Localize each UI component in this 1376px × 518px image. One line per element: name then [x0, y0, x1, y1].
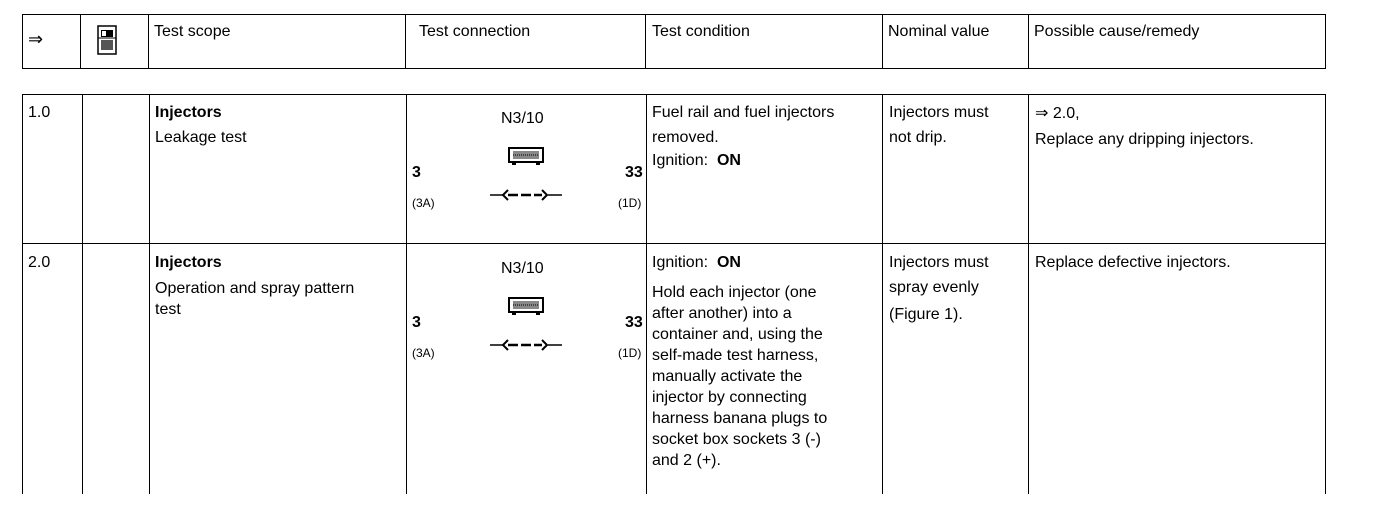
condition-line: after another) into a — [652, 305, 792, 322]
scope-title: Injectors — [155, 104, 222, 121]
body-divider — [22, 94, 23, 494]
left-pin: 3 — [412, 164, 421, 181]
scope-description: Leakage test — [155, 129, 247, 146]
body-divider — [82, 94, 83, 494]
ignition-condition — [652, 252, 741, 274]
header-divider — [882, 14, 883, 69]
nominal-line: spray evenly — [889, 279, 979, 296]
body-divider — [149, 94, 150, 494]
condition-line: Fuel rail and fuel injectors — [652, 104, 835, 121]
header-divider — [405, 14, 406, 69]
row-divider — [22, 243, 1326, 244]
nominal-line: Injectors must — [889, 254, 989, 271]
scope-description: Operation and spray pattern — [155, 280, 355, 297]
socket-box-icon — [508, 296, 544, 321]
test-cable-icon — [490, 187, 562, 208]
step-number: 1.0 — [28, 104, 51, 121]
nominal-line: (Figure 1). — [889, 306, 963, 323]
header-divider — [148, 14, 149, 69]
cause-link[interactable]: ⇒ 2.0, — [1035, 105, 1080, 122]
component-label: N3/10 — [501, 260, 544, 277]
header-divider — [1028, 14, 1029, 69]
col-test-condition: Test condition — [652, 23, 750, 40]
left-pin-label: (3A) — [412, 196, 435, 210]
body-divider — [646, 94, 647, 494]
workshop-equipment-icon — [96, 24, 118, 61]
cause-line: Replace defective injectors. — [1035, 254, 1231, 271]
body-divider — [1325, 94, 1326, 494]
scope-description: test — [155, 301, 181, 318]
right-pin: 33 — [625, 164, 643, 181]
left-pin: 3 — [412, 314, 421, 331]
condition-line: socket box sockets 3 (-) — [652, 431, 821, 448]
condition-line: Hold each injector (one — [652, 284, 817, 301]
header-divider — [1325, 14, 1326, 69]
header-divider — [22, 14, 23, 69]
condition-line: self-made test harness, — [652, 347, 819, 364]
condition-line: container and, using the — [652, 326, 823, 343]
test-cable-icon — [490, 337, 562, 358]
col-nominal-value: Nominal value — [888, 23, 990, 40]
col-test-scope: Test scope — [154, 23, 231, 40]
condition-line: manually activate the — [652, 368, 803, 385]
scope-title: Injectors — [155, 254, 222, 271]
left-pin-label: (3A) — [412, 346, 435, 360]
header-top-border — [22, 14, 1326, 15]
condition-line: harness banana plugs to — [652, 410, 828, 427]
col-test-connection: Test connection — [419, 23, 531, 40]
step-number: 2.0 — [28, 254, 51, 271]
col-possible-cause: Possible cause/remedy — [1034, 23, 1200, 40]
right-pin-label: (1D) — [618, 346, 642, 360]
ignition-condition — [652, 150, 741, 172]
right-pin: 33 — [625, 314, 643, 331]
ignition-value: ON — [716, 152, 741, 169]
condition-line: injector by connecting — [652, 389, 807, 406]
header-bottom-border — [22, 68, 1326, 69]
header-divider — [645, 14, 646, 69]
socket-box-icon — [508, 146, 544, 171]
body-top-border — [22, 94, 1326, 95]
body-divider — [882, 94, 883, 494]
body-divider — [406, 94, 407, 494]
header-arrow: ⇒ — [28, 29, 44, 49]
condition-line: and 2 (+). — [652, 452, 721, 469]
right-pin-label: (1D) — [618, 196, 642, 210]
body-divider — [1028, 94, 1029, 494]
component-label: N3/10 — [501, 110, 544, 127]
ignition-label: Ignition: — [652, 254, 709, 271]
nominal-line: Injectors must — [889, 104, 989, 121]
condition-line: removed. — [652, 129, 719, 146]
ignition-value: ON — [716, 254, 741, 271]
cause-line: Replace any dripping injectors. — [1035, 131, 1254, 148]
header-divider — [80, 14, 81, 69]
ignition-label: Ignition: — [652, 152, 709, 169]
nominal-line: not drip. — [889, 129, 947, 146]
